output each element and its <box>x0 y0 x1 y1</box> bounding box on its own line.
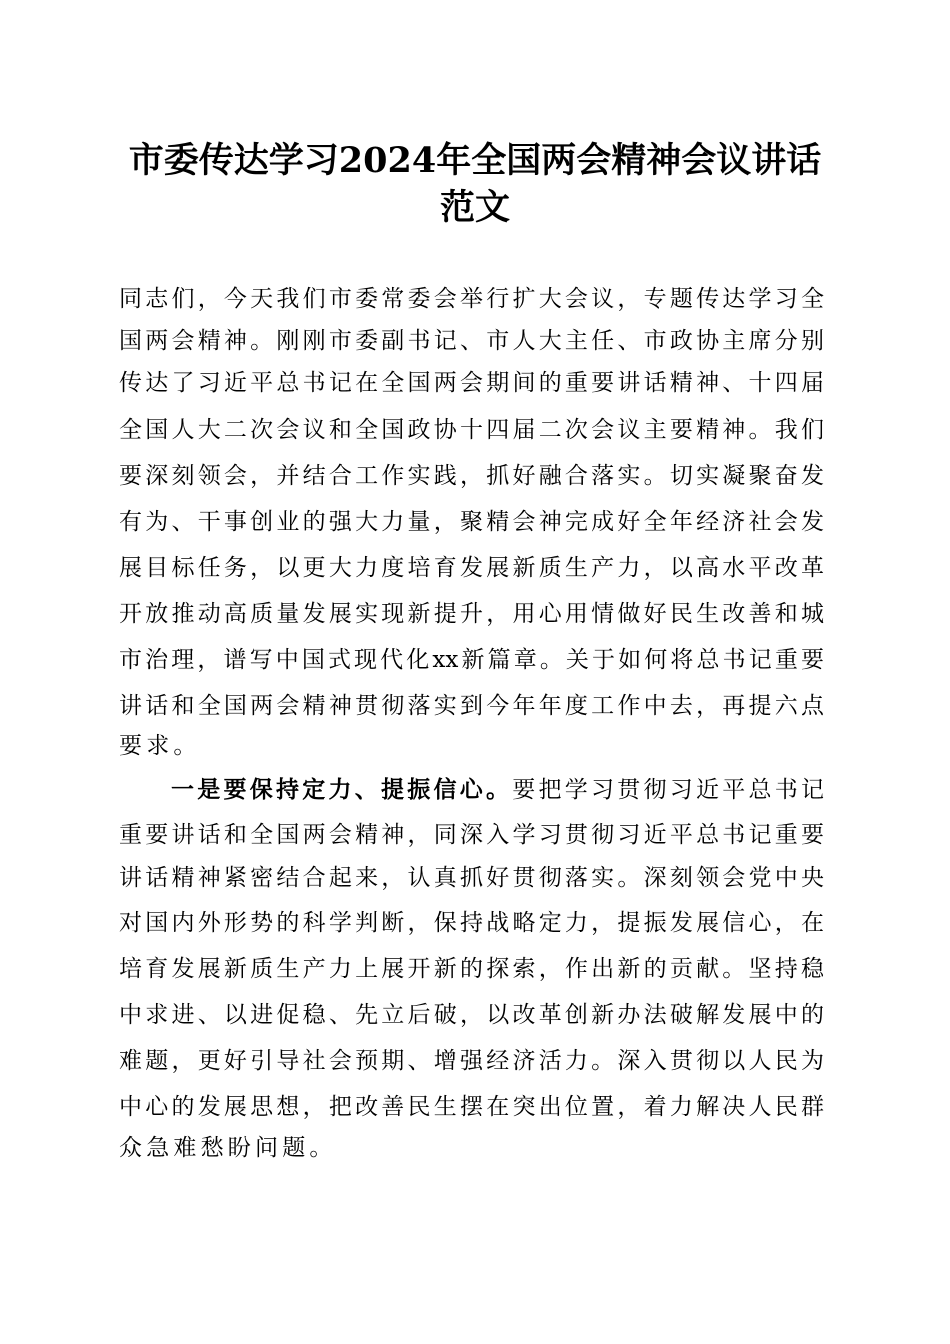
paragraph-first-line-text: 要把学习贯彻习近平总书记 <box>512 777 824 803</box>
paragraph-line: 讲话和全国两会精神贯彻落实到今年年度工作中去，再提六点 <box>119 693 824 719</box>
paragraph-line: 讲话精神紧密结合起来，认真抓好贯彻落实。深刻领会党中央 <box>119 865 824 891</box>
paragraph-lead-heading: 一是要保持定力、提振信心。 <box>171 776 513 803</box>
paragraph-line: 展目标任务，以更大力度培育发展新质生产力，以高水平改革 <box>119 555 824 581</box>
paragraph-line: 开放推动高质量发展实现新提升，用心用情做好民生改善和城 <box>119 601 824 627</box>
paragraph-line: 要求。 <box>119 733 201 759</box>
paragraph-line: 培育发展新质生产力上展开新的探索，作出新的贡献。坚持稳 <box>119 956 824 982</box>
paragraph-line: 难题，更好引导社会预期、增强经济活力。深入贯彻以人民为 <box>119 1048 824 1074</box>
paragraph-line: 重要讲话和全国两会精神，同深入学习贯彻习近平总书记重要 <box>119 822 824 848</box>
paragraph-line: 传达了习近平总书记在全国两会期间的重要讲话精神、十四届 <box>119 370 824 396</box>
paragraph-line: 国两会精神。刚刚市委副书记、市人大主任、市政协主席分别 <box>119 328 824 354</box>
paragraph-line: 要深刻领会，并结合工作实践，抓好融合落实。切实凝聚奋发 <box>119 463 824 489</box>
paragraph-line: 全国人大二次会议和全国政协十四届二次会议主要精神。我们 <box>119 417 824 443</box>
document-title-line-2: 范文 <box>439 187 510 228</box>
paragraph-line: 同志们，今天我们市委常委会举行扩大会议，专题传达学习全 <box>119 286 824 312</box>
paragraph-line: 中心的发展思想，把改善民生摆在突出位置，着力解决人民群 <box>119 1094 824 1120</box>
paragraph-line: 中求进、以进促稳、先立后破，以改革创新办法破解发展中的 <box>119 1002 824 1028</box>
paragraph-line: 众急难愁盼问题。 <box>119 1135 337 1161</box>
document-title-line-1: 市委传达学习2024年全国两会精神会议讲话 <box>128 140 822 181</box>
paragraph-first-line <box>171 775 824 805</box>
paragraph-line: 市治理，谱写中国式现代化xx新篇章。关于如何将总书记重要 <box>119 647 824 673</box>
paragraph-line: 有为、干事创业的强大力量，聚精会神完成好全年经济社会发 <box>119 509 824 535</box>
paragraph-line: 对国内外形势的科学判断，保持战略定力，提振发展信心，在 <box>119 910 824 936</box>
